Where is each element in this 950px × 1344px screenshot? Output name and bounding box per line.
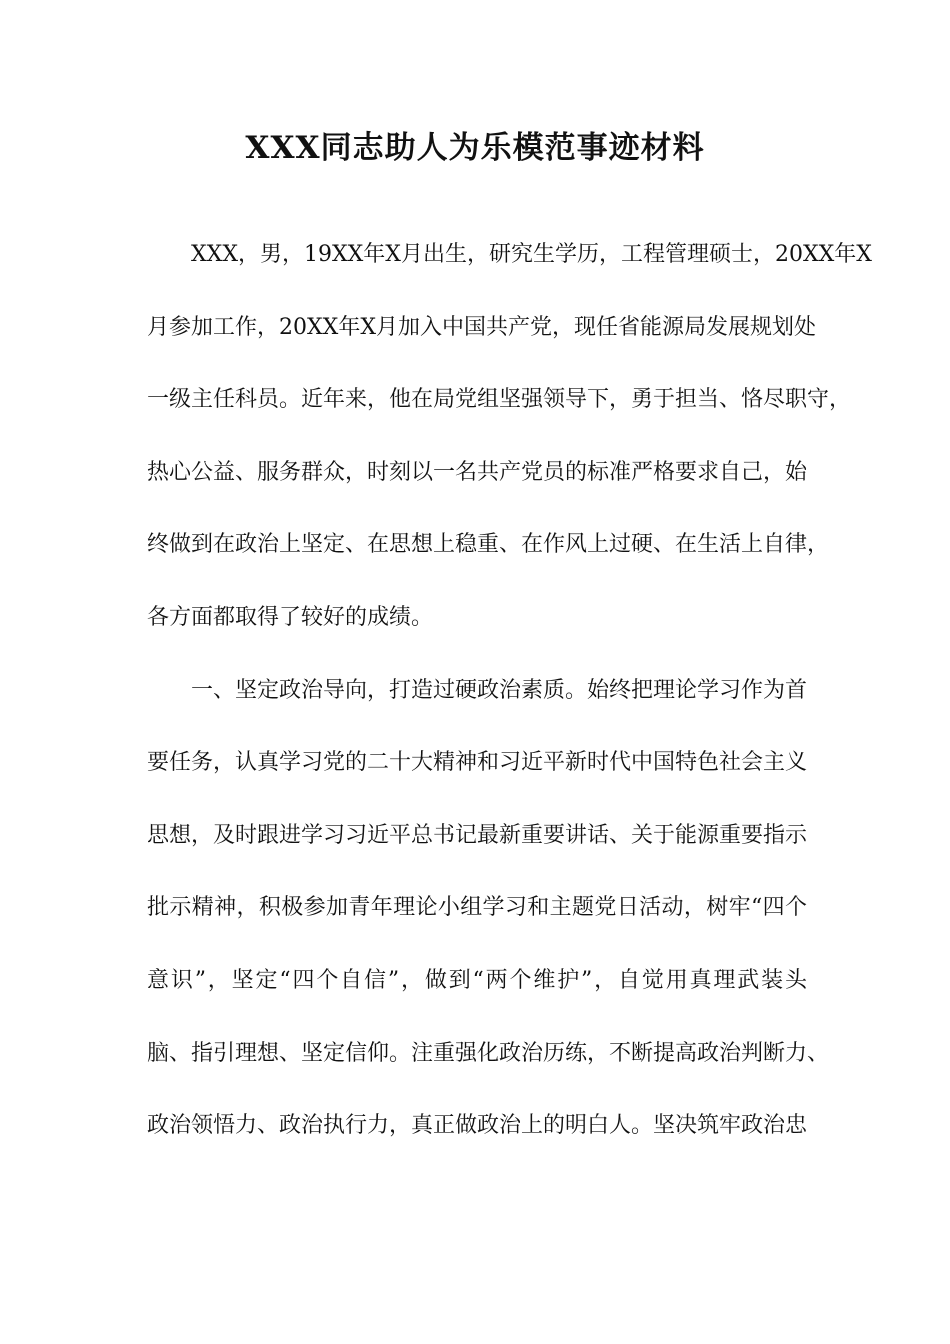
text-line: 一级主任科员。近年来，他在局党组坚强领导下，勇于担当、恪尽职守， [147,387,852,413]
document-body [147,238,872,1182]
text-line: 要任务，认真学习党的二十大精神和习近平新时代中国特色社会主义 [147,750,808,776]
paragraph-intro [147,238,872,674]
paragraph-political [147,674,830,1182]
text-line: 一、坚定政治导向，打造过硬政治素质。始终把理论学习作为首 [191,677,808,703]
text-line: 月参加工作，20XX年X月加入中国共产党，现任省能源局发展规划处 [147,314,816,340]
text-line: 脑、指引理想、坚定信仰。注重强化政治历练，不断提高政治判断力、 [147,1040,830,1066]
text-line: 思想，及时跟进学习习近平总书记最新重要讲话、关于能源重要指示 [147,822,808,848]
text-line: 政治领悟力、政治执行力，真正做政治上的明白人。坚决筑牢政治忠 [147,1113,808,1139]
document-title: XXX同志助人为乐模范事迹材料 [245,130,705,166]
text-line: 批示精神，积极参加青年理论小组学习和主题党日活动，树牢“四个 [147,895,807,921]
text-line: 意识”，坚定“四个自信”，做到“两个维护”，自觉用真理武装头 [147,967,807,993]
text-line: 热心公益、服务群众，时刻以一名共产党员的标准严格要求自己，始 [147,459,808,485]
text-line: 终做到在政治上坚定、在思想上稳重、在作风上过硬、在生活上自律， [147,532,830,558]
text-line: XXX，男，19XX年X月出生，研究生学历，工程管理硕士，20XX年X [191,242,872,267]
text-line: 各方面都取得了较好的成绩。 [147,604,434,630]
